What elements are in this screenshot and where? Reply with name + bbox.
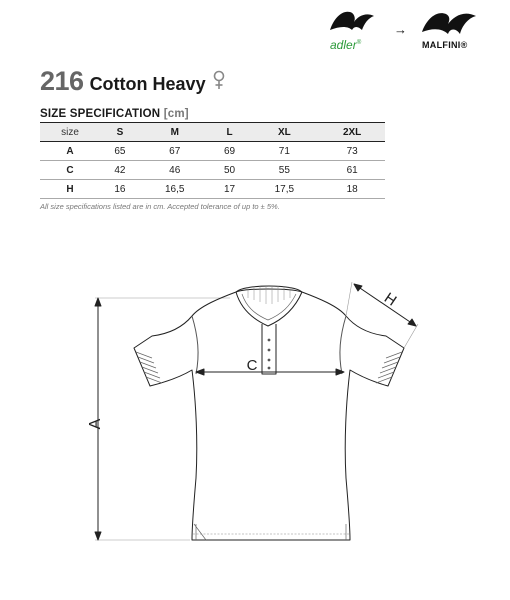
malfini-logo-text: MALFINI® [422,40,468,50]
female-symbol-icon [212,70,226,90]
table-cell: 50 [210,161,250,180]
column-header: M [140,123,210,142]
table-cell: 17 [210,180,250,199]
column-header: S [100,123,140,142]
column-header: XL [249,123,319,142]
adler-bird-icon [328,6,380,38]
row-label: H [40,180,100,199]
table-cell: 16,5 [140,180,210,199]
label-c: C [246,357,258,374]
product-title [40,66,226,96]
table-cell: 65 [100,142,140,161]
table-cell: 61 [319,161,385,180]
size-spec-table [40,122,385,199]
table-cell: 69 [210,142,250,161]
table-row [40,142,385,161]
table-cell: 18 [319,180,385,199]
table-cell: 73 [319,142,385,161]
product-number: 216 [40,66,84,96]
table-cell: 16 [100,180,140,199]
polo-shirt-diagram [0,262,510,562]
adler-logo-text: adler® [330,38,362,52]
malfini-bird-icon [420,6,480,40]
table-row [40,161,385,180]
table-cell: 42 [100,161,140,180]
column-header: size [40,123,100,142]
shirt-outline [134,289,404,540]
product-name: Cotton Heavy [89,74,206,94]
arrow-right-icon: → [394,22,407,37]
column-header: L [210,123,250,142]
size-spec-heading: SIZE SPECIFICATION [cm] [40,108,189,120]
tolerance-note: All size specifications listed are in cm. Accepted tolerance of up to ± 5%. [40,202,280,211]
table-cell: 71 [249,142,319,161]
table-cell: 17,5 [249,180,319,199]
table-row [40,180,385,199]
label-h: H [381,289,400,310]
table-header-row [40,123,385,142]
table-cell: 46 [140,161,210,180]
table-cell: 67 [140,142,210,161]
brand-logos [324,6,484,54]
table-cell: 55 [249,161,319,180]
label-a: A [87,418,104,430]
row-label: C [40,161,100,180]
column-header: 2XL [319,123,385,142]
row-label: A [40,142,100,161]
